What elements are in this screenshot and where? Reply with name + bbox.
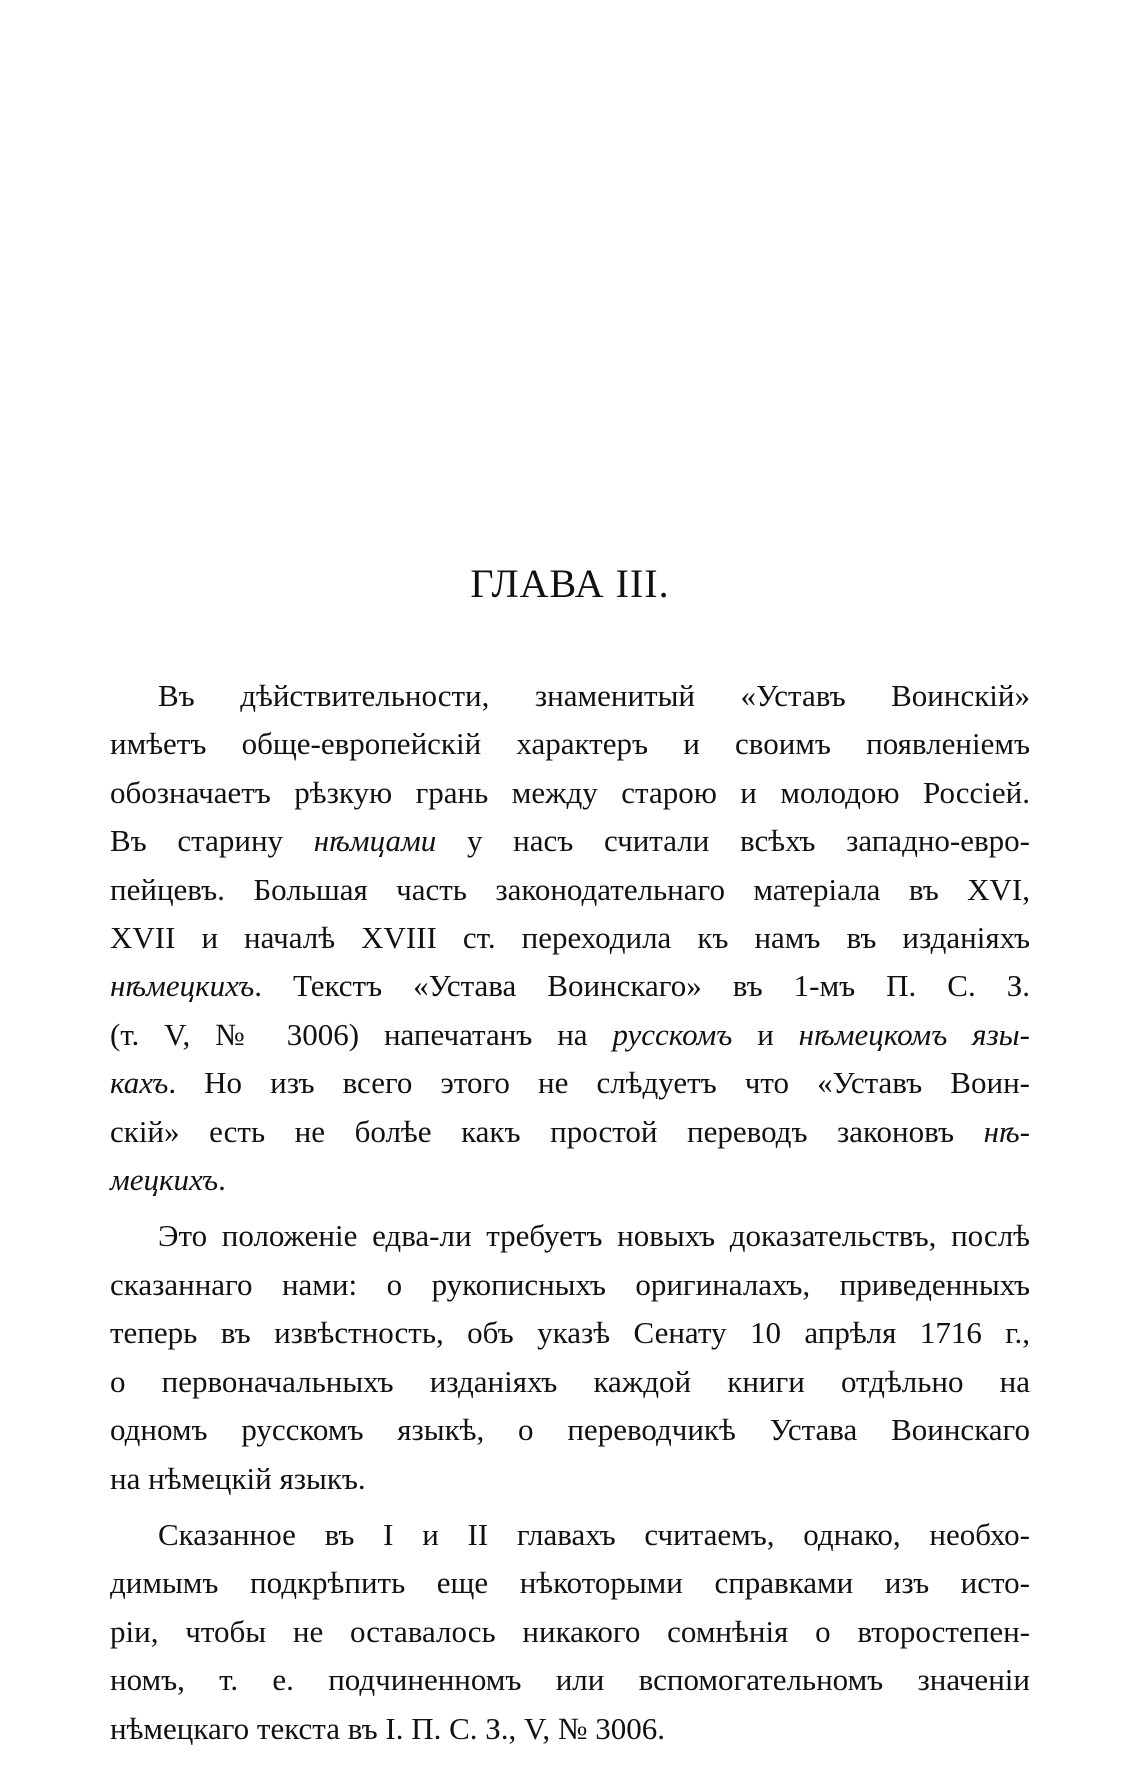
chapter-body [110, 672, 1030, 1761]
text-line [110, 1358, 1030, 1406]
text-run: номъ, т. е. подчиненномъ или вспомогательномъ значеніи [110, 1662, 1030, 1698]
emphasized-text: нѣмцами [313, 823, 437, 859]
paragraph [110, 1511, 1030, 1753]
text-run: пейцевъ. Большая часть законодательнаго матеріала въ XVI, [110, 871, 1030, 907]
emphasized-text: кахъ [110, 1065, 169, 1101]
emphasized-text: мецкихъ [110, 1162, 219, 1198]
text-line [110, 1705, 1030, 1753]
emphasized-text: нѣ- [983, 1113, 1030, 1149]
text-run: Сказанное въ I и II главахъ считаемъ, однако, необхо- [158, 1516, 1030, 1552]
text-run: на нѣмецкій языкъ. [110, 1460, 366, 1496]
paragraph [110, 672, 1030, 1204]
text-run: одномъ русскомъ языкѣ, о переводчикѣ Устава Воинскаго [110, 1412, 1030, 1448]
text-line [110, 866, 1030, 914]
text-line [110, 1261, 1030, 1309]
text-run: димымъ подкрѣпить еще нѣкоторыми справками изъ исто- [110, 1565, 1030, 1601]
text-run: Въ старину [110, 823, 314, 859]
text-line [110, 1455, 1030, 1503]
text-line [110, 817, 1030, 865]
text-line [110, 1108, 1030, 1156]
text-run: . [218, 1162, 226, 1198]
text-line [110, 720, 1030, 768]
text-line [110, 1608, 1030, 1656]
text-line [110, 1156, 1030, 1204]
emphasized-text: нѣмецкихъ [110, 968, 255, 1004]
text-line [110, 1309, 1030, 1357]
text-line [110, 1559, 1030, 1607]
text-run: . Текстъ «Устава Воинскаго» въ 1-мъ П. С. З. [254, 968, 1030, 1004]
text-line [110, 769, 1030, 817]
text-run: Въ дѣйствительности, знаменитый «Уставъ Воинскій» [158, 678, 1030, 713]
text-run: сказаннаго нами: о рукописныхъ оригиналахъ, приведенныхъ [110, 1266, 1030, 1302]
text-run: XVII и началѣ XVIII ст. переходила къ намъ въ изданіяхъ [110, 920, 1030, 956]
text-line [110, 1406, 1030, 1454]
text-line [110, 914, 1030, 962]
text-line [110, 672, 1030, 720]
text-run: (т. V, № 3006) напечатанъ на [110, 1016, 613, 1052]
text-line [110, 1059, 1030, 1107]
text-line [110, 1011, 1030, 1059]
text-run: Это положеніе едва-ли требуетъ новыхъ доказательствъ, послѣ [158, 1218, 1030, 1254]
chapter-heading: ГЛАВА III. [470, 561, 670, 606]
text-run: и [732, 1016, 799, 1052]
paragraph [110, 1212, 1030, 1502]
text-run: у насъ считали всѣхъ западно-евро- [436, 823, 1030, 859]
text-run: ріи, чтобы не оставалось никакого сомнѣнія о второстепен- [110, 1613, 1030, 1649]
text-line [110, 1212, 1030, 1260]
text-run: теперь въ извѣстность, объ указѣ Сенату 10 апрѣля 1716 г., [110, 1315, 1030, 1351]
emphasized-text: нѣмецкомъ язы- [798, 1016, 1030, 1052]
text-line [110, 962, 1030, 1010]
text-line [110, 1656, 1030, 1704]
text-run: имѣетъ обще-европейскій характеръ и своимъ появленіемъ [110, 726, 1030, 762]
text-run: о первоначальныхъ изданіяхъ каждой книги отдѣльно на [110, 1363, 1030, 1399]
emphasized-text: русскомъ [612, 1016, 733, 1052]
text-run: обозначаетъ рѣзкую грань между старою и молодою Россіей. [110, 774, 1030, 810]
text-run: нѣмецкаго текста въ I. П. С. З., V, № 3006. [110, 1710, 666, 1746]
text-run: . Но изъ всего этого не слѣдуетъ что «Уставъ Воин- [168, 1065, 1030, 1101]
text-line [110, 1511, 1030, 1559]
text-run: скій» есть не болѣе какъ простой переводъ законовъ [110, 1113, 984, 1149]
